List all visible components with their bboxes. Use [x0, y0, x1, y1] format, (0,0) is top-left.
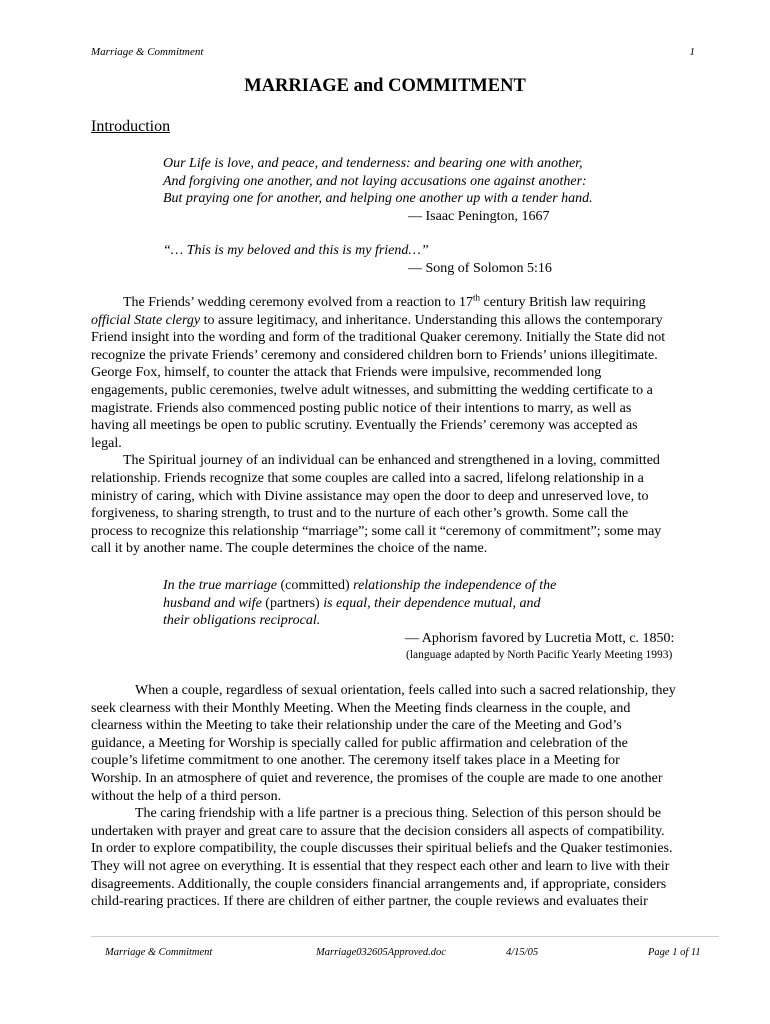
paragraph-line: engagements, public ceremonies, twelve adult witnesses, and submitting the wedding certificate to a — [91, 382, 653, 398]
paragraph-line: George Fox, himself, to counter the attack that Friends were impulsive, recommended long — [91, 365, 602, 381]
text-run: The Friends’ wedding ceremony evolved from a reaction to 17 — [123, 295, 474, 310]
paragraph-line: ministry of caring, which with Divine assistance may open the door to deep and unreserved love, to — [91, 488, 649, 504]
running-header — [91, 46, 695, 58]
text-run: to assure legitimacy, and inheritance. Understanding this allows the contemporary — [200, 312, 663, 328]
intro-paragraphs — [91, 294, 717, 558]
epigraph-song-of-solomon — [163, 242, 633, 277]
paragraph-line: relationship. Friends recognize that some couples are called into a sacred, lifelong relationship in a — [91, 470, 644, 486]
paragraph-line — [91, 294, 717, 312]
paragraph-line: guidance, a Meeting for Worship is specially called for public affirmation and celebration of the — [91, 735, 628, 751]
paragraph-line: couple’s lifetime commitment to one another. The ceremony itself takes place in a Meeting for — [91, 753, 620, 769]
quote-line: And forgiving one another, and not laying accusations one against another: — [163, 173, 587, 189]
footer-filename: Marriage032605Approved.doc — [316, 947, 446, 958]
text-run: is equal, their dependence mutual, and — [323, 595, 541, 611]
footer-divider — [91, 936, 719, 937]
paragraph-line: process to recognize this relationship “marriage”; some call it “ceremony of commitment”; some may — [91, 523, 662, 539]
italic-run: official State clergy — [91, 312, 201, 328]
section-heading-introduction: Introduction — [91, 118, 171, 135]
quote-line — [163, 595, 633, 613]
text-run: husband and wife — [163, 595, 262, 611]
epigraph-lucretia-mott — [163, 577, 675, 665]
epigraph-penington — [163, 155, 633, 225]
paragraph-line: The caring friendship with a life partner is a precious thing. Selection of this person should be — [135, 806, 662, 822]
paragraph-line: undertaken with prayer and great care to assure that the decision considers all aspects of compatibility. — [91, 823, 665, 839]
paragraph-line: call it by another name. The couple determines the choice of the name. — [91, 541, 488, 557]
paragraph-line: seek clearness with their Monthly Meeting. When the Meeting finds clearness in the couple, and — [91, 700, 631, 716]
text-run: In the true marriage — [163, 578, 277, 593]
paragraph-line: In order to explore compatibility, the couple discusses their spiritual beliefs and the Quaker testimonies. — [91, 841, 673, 857]
body-paragraphs — [91, 682, 717, 911]
footer-date: 4/15/05 — [506, 947, 539, 958]
paragraph-line: The Spiritual journey of an individual can be enhanced and strengthened in a loving, committed — [123, 453, 660, 469]
footer-page-count: Page 1 of 11 — [648, 947, 701, 958]
quote-line: But praying one for another, and helping one another up with a tender hand. — [163, 191, 593, 207]
paragraph-line: They will not agree on everything. It is essential that they respect each other and learn to live with their — [91, 858, 670, 874]
paragraph-line: recognize the private Friends’ ceremony and considered children born to Friends’ unions illegitimate. — [91, 347, 658, 363]
quote-line: “… This is my beloved and this is my friend…” — [163, 243, 429, 258]
paragraph-line: Friend insight into the wording and form of the traditional Quaker ceremony. Initially the State did not — [91, 330, 666, 346]
running-header-page-number: 1 — [689, 46, 695, 58]
paragraph-line: child-rearing practices. If there are children of either partner, the couple reviews and evaluates their — [91, 894, 648, 910]
paragraph-line: legal. — [91, 435, 122, 451]
quote-attribution: — Aphorism favored by Lucretia Mott, c. 1850: — [405, 630, 675, 646]
text-run: relationship the independence of the — [353, 578, 557, 593]
footer-title: Marriage & Commitment — [105, 947, 213, 958]
paragraph-line: Worship. In an atmosphere of quiet and reverence, the promises of the couple are made to one another — [91, 770, 663, 786]
paragraph-line: clearness within the Meeting to take their relationship under the care of the Meeting and God’s — [91, 718, 622, 734]
quote-line: Our Life is love, and peace, and tenderness: and bearing one with another, — [163, 156, 583, 171]
superscript: th — [473, 292, 481, 303]
text-run: (partners) — [261, 595, 324, 611]
text-run: century British law requiring — [480, 295, 646, 310]
quote-line: their obligations reciprocal. — [163, 613, 321, 629]
quote-line — [163, 577, 633, 595]
text-run: (committed) — [276, 578, 354, 593]
paragraph-line: forgiveness, to sharing strength, to trust and to the nurture of each other’s growth. Some call the — [91, 506, 629, 522]
quote-note: (language adapted by North Pacific Yearly Meeting 1993) — [406, 649, 673, 662]
paragraph-line: When a couple, regardless of sexual orientation, feels called into such a sacred relationship, they — [135, 683, 676, 698]
document-title: MARRIAGE and COMMITMENT — [244, 76, 526, 96]
paragraph-line: without the help of a third person. — [91, 788, 282, 804]
paragraph-line — [91, 312, 717, 330]
quote-attribution: — Isaac Penington, 1667 — [408, 208, 550, 224]
quote-attribution: — Song of Solomon 5:16 — [408, 260, 552, 276]
running-header-title: Marriage & Commitment — [91, 46, 204, 58]
paragraph-line: disagreements. Additionally, the couple considers financial arrangements and, if appropriate, considers — [91, 876, 667, 892]
paragraph-line: having all meetings be open to public scrutiny. Eventually the Friends’ ceremony was accepted as — [91, 418, 638, 434]
paragraph-line: magistrate. Friends also commenced posting public notice of their intentions to marry, as well as — [91, 400, 632, 416]
